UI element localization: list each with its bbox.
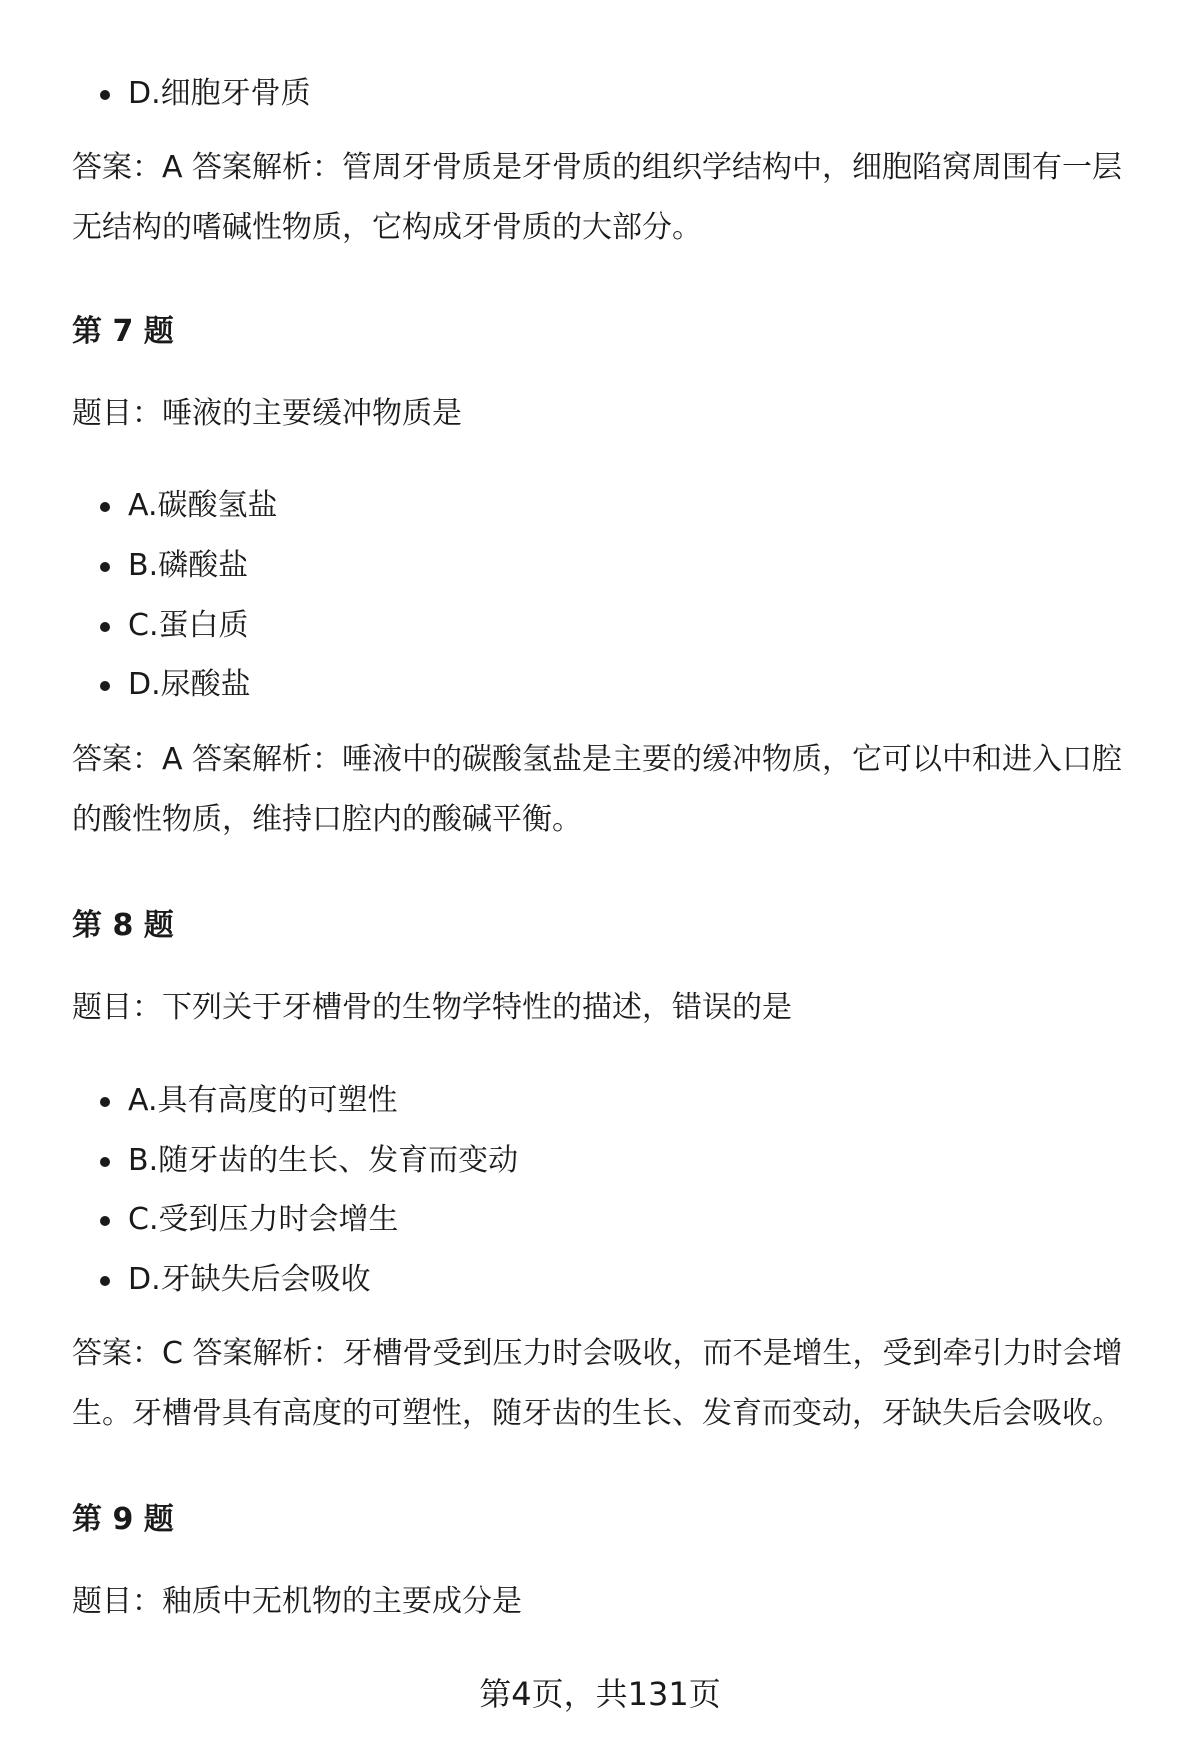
- q8-question: 题目：下列关于牙槽骨的生物学特性的描述，错误的是: [72, 990, 792, 1025]
- q7-option-d: D.尿酸盐: [128, 665, 251, 705]
- q7-heading: 第 7 题: [72, 314, 174, 349]
- q8-answer: 答案：C 答案解析：牙槽骨受到压力时会吸收，而不是增生，受到牵引力时会增生。牙槽骨具有高度的可塑性，随牙齿的生长、发育而变动，牙缺失后会吸收。: [72, 1336, 1123, 1431]
- q7-answer: 答案：A 答案解析：唾液中的碳酸氢盐是主要的缓冲物质，它可以中和进入口腔的酸性物质，维持口腔内的酸碱平衡。: [72, 742, 1123, 837]
- q8-heading: 第 8 题: [72, 908, 174, 943]
- q8-option-b: B.随牙齿的生长、发育而变动: [128, 1141, 518, 1181]
- page-footer: 第4页，共131页: [479, 1675, 721, 1713]
- q6-option-d: D.细胞牙骨质: [128, 74, 311, 114]
- q6-answer: 答案：A 答案解析：管周牙骨质是牙骨质的组织学结构中，细胞陷窝周围有一层无结构的嗜碱性物质，它构成牙骨质的大部分。: [72, 150, 1123, 245]
- q8-option-c: C.受到压力时会增生: [128, 1200, 398, 1240]
- q8-option-a: A.具有高度的可塑性: [128, 1081, 398, 1121]
- q7-question: 题目：唾液的主要缓冲物质是: [72, 396, 462, 431]
- q7-option-a: A.碳酸氢盐: [128, 486, 278, 526]
- q8-option-d: D.牙缺失后会吸收: [128, 1260, 371, 1300]
- q7-option-b: B.磷酸盐: [128, 546, 248, 586]
- q7-option-c: C.蛋白质: [128, 606, 248, 646]
- q9-question: 题目：釉质中无机物的主要成分是: [72, 1584, 522, 1619]
- q9-heading: 第 9 题: [72, 1502, 174, 1537]
